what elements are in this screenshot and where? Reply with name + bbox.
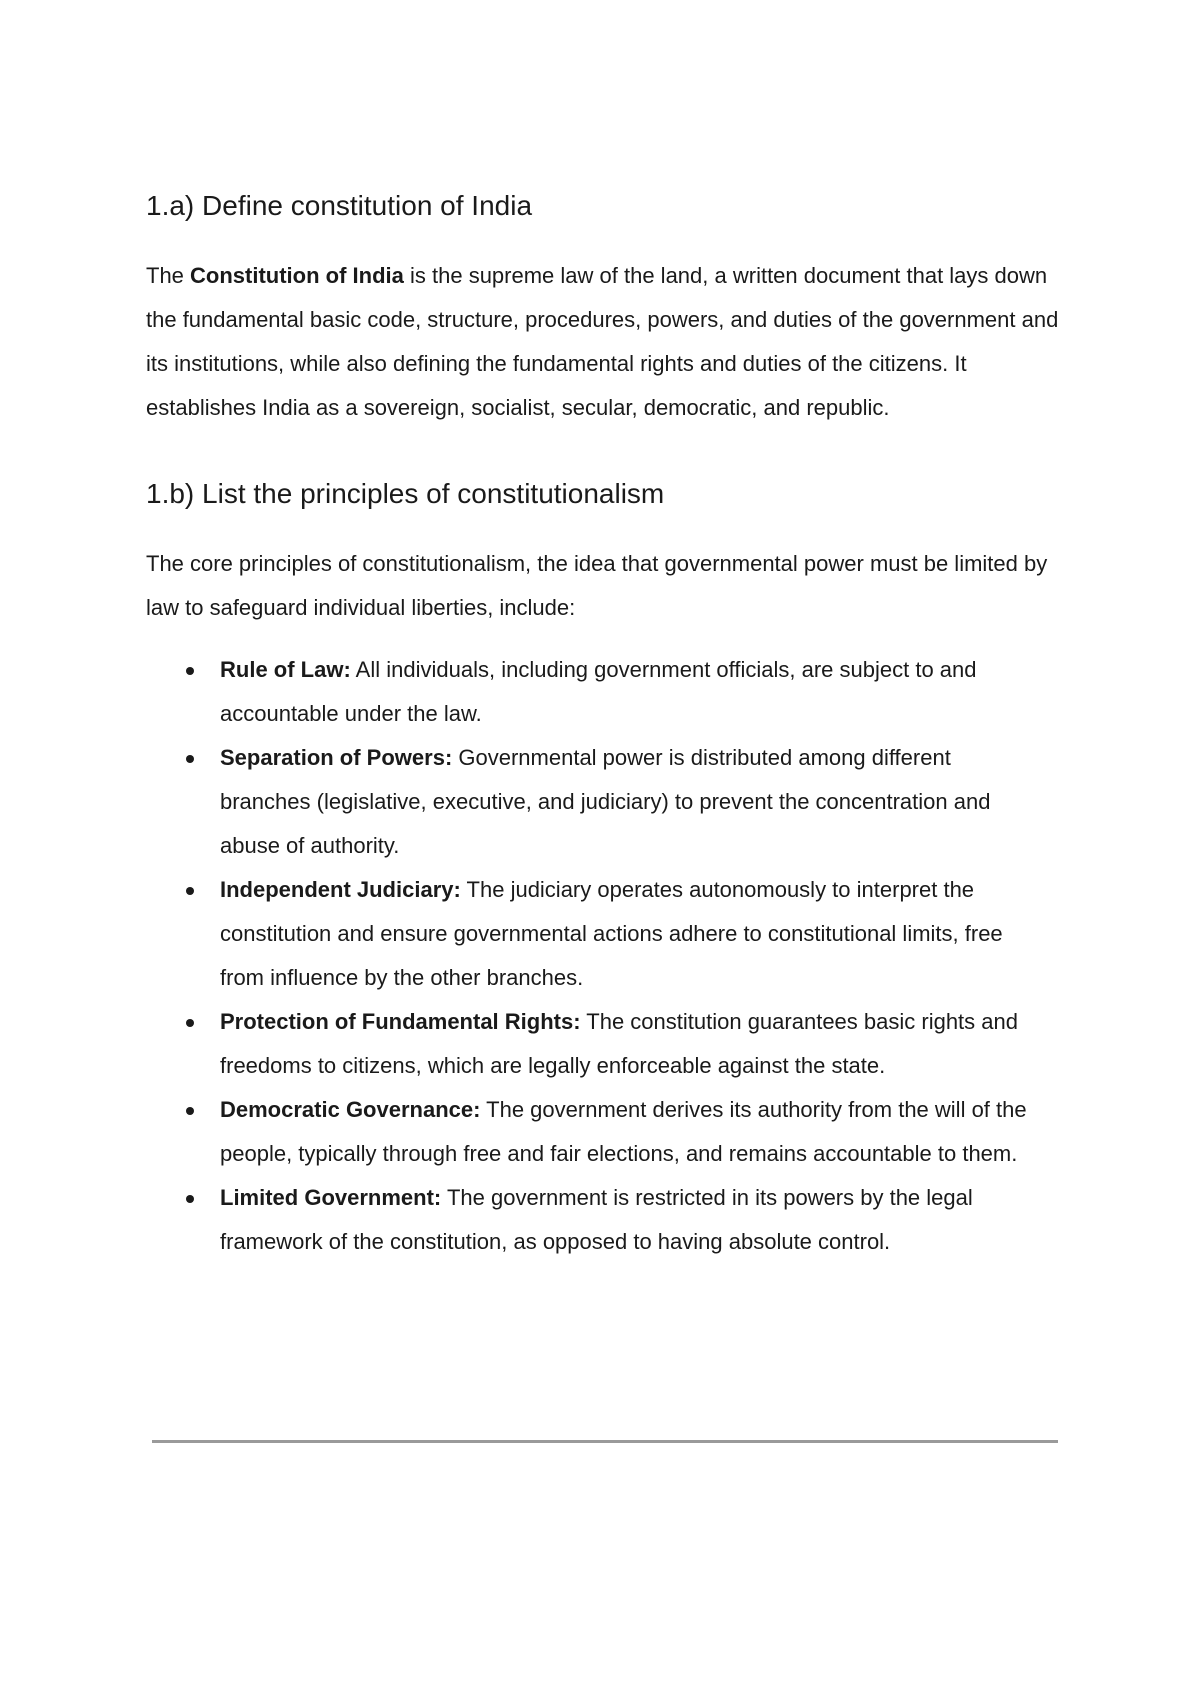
principle-text: The judiciary operates autonomously to interpret the constitution and ensure governmental actions adhere to constitutional limits, free from influence by the other branches. [220, 877, 1003, 990]
principle-text: The government is restricted in its powers by the legal framework of the constitution, as opposed to having absolute control. [220, 1185, 973, 1254]
bullet-icon [186, 1019, 194, 1027]
list-item [146, 1176, 1040, 1264]
bullet-icon [186, 755, 194, 763]
horizontal-divider [152, 1440, 1058, 1443]
section-a-paragraph [146, 254, 1066, 430]
document-page [146, 188, 1066, 1264]
list-item [146, 1088, 1040, 1176]
principle-text: The constitution guarantees basic rights and freedoms to citizens, which are legally enforceable against the state. [220, 1009, 1018, 1078]
principle-term: Independent Judiciary: [220, 877, 461, 902]
list-item [146, 736, 1040, 868]
section-a-heading: 1.a) Define constitution of India [146, 190, 533, 221]
section-b-intro: The core principles of constitutionalism, the idea that governmental power must be limited by law to safeguard individual liberties, include: [146, 551, 1048, 620]
list-item [146, 1000, 1040, 1088]
principle-text: All individuals, including government officials, are subject to and accountable under the law. [220, 657, 977, 726]
principle-text: Governmental power is distributed among different branches (legislative, executive, and judiciary) to prevent the concentration and abuse of authority. [220, 745, 991, 858]
principle-term: Protection of Fundamental Rights: [220, 1009, 581, 1034]
principle-term: Separation of Powers: [220, 745, 453, 770]
principle-text: The government derives its authority from the will of the people, typically through free and fair elections, and remains accountable to them. [220, 1097, 1027, 1166]
principle-term: Democratic Governance: [220, 1097, 481, 1122]
bullet-icon [186, 887, 194, 895]
bullet-icon [186, 1195, 194, 1203]
principle-term: Rule of Law: [220, 657, 351, 682]
list-item [146, 648, 1040, 736]
para-rest: is the supreme law of the land, a written document that lays down the fundamental basic code, structure, procedures, powers, and duties of the government and its institutions, while also defining the fundamental rights and duties of the citizens. It establishes India as a sovereign, socialist, secular, democratic, and republic. [146, 263, 1059, 420]
principle-term: Limited Government: [220, 1185, 442, 1210]
bullet-icon [186, 667, 194, 675]
section-b-heading: 1.b) List the principles of constitutionalism [146, 478, 665, 509]
bullet-icon [186, 1107, 194, 1115]
para-prefix: The [146, 263, 191, 288]
principles-list [146, 648, 1066, 1264]
list-item [146, 868, 1040, 1000]
para-bold-term: Constitution of India [190, 263, 404, 288]
